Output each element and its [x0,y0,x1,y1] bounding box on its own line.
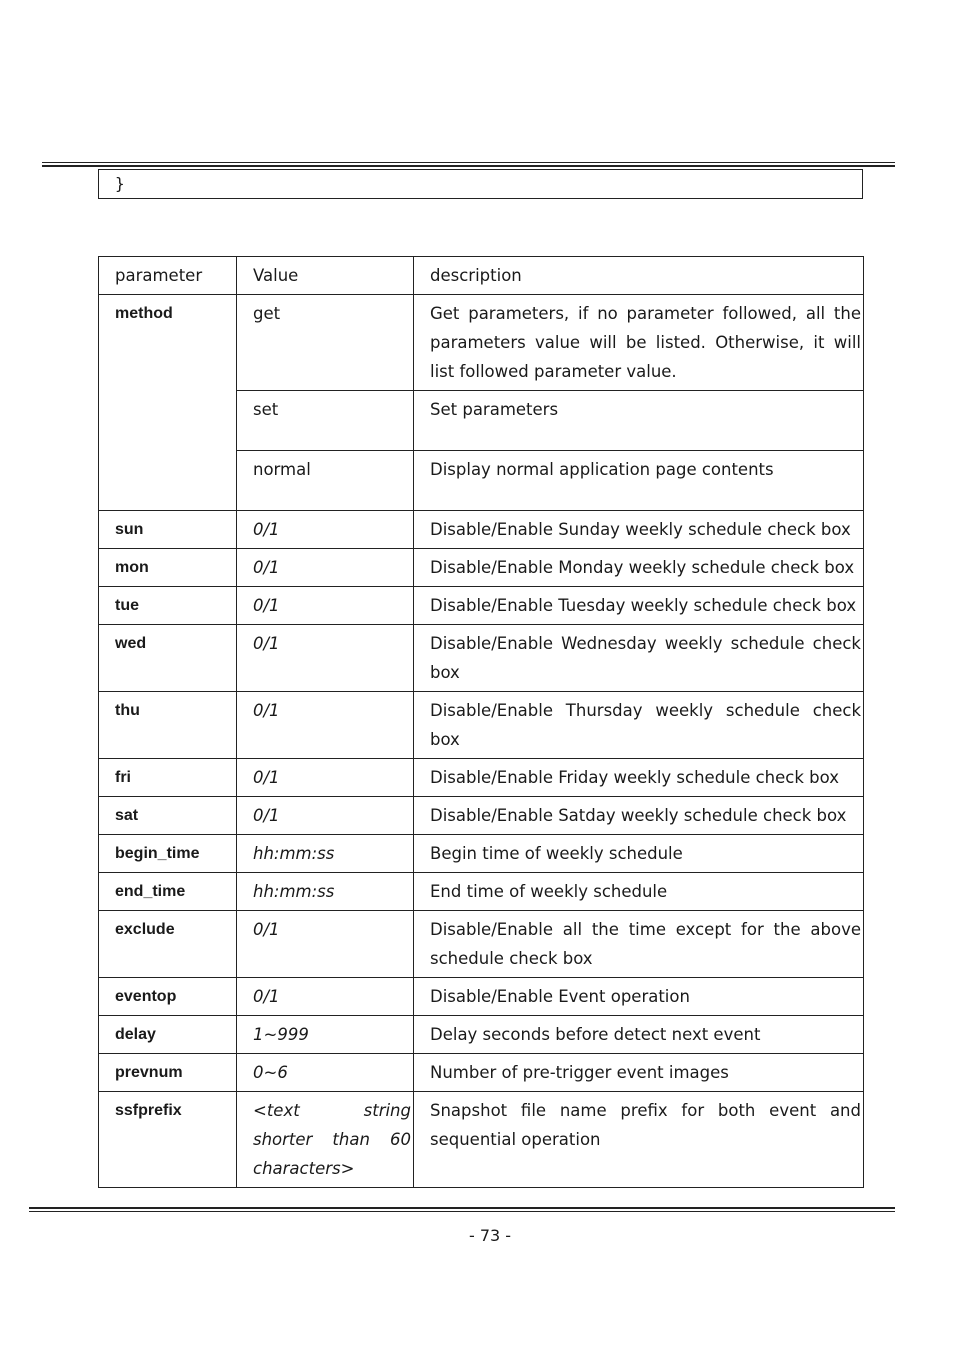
table-row-method-get [99,295,864,391]
param-value: <text string shorter than 60 characters> [237,1092,414,1188]
param-name-begin-time: begin_time [99,835,237,873]
table-row [99,549,864,587]
param-value: 0/1 [237,549,414,587]
header-value: Value [237,257,414,295]
param-description: Number of pre-trigger event images [414,1054,864,1092]
param-name-prevnum: prevnum [99,1054,237,1092]
param-value: 0/1 [237,625,414,692]
param-name-sun: sun [99,511,237,549]
table-row [99,911,864,978]
param-value: 0/1 [237,511,414,549]
header-description: description [414,257,864,295]
param-value: 0/1 [237,978,414,1016]
param-name-exclude: exclude [99,911,237,978]
param-name-sat: sat [99,797,237,835]
param-value: hh:mm:ss [237,873,414,911]
param-value: 0/1 [237,692,414,759]
param-value: 0/1 [237,759,414,797]
table-row [99,1092,864,1188]
table-row [99,873,864,911]
param-value: 0~6 [237,1054,414,1092]
param-description: Begin time of weekly schedule [414,835,864,873]
table-row [99,797,864,835]
param-value: 0/1 [237,797,414,835]
param-value: 0/1 [237,587,414,625]
param-name-mon: mon [99,549,237,587]
param-value: set [237,391,414,451]
table-row [99,625,864,692]
footer-rule-thick [29,1207,895,1209]
param-name-eventop: eventop [99,978,237,1016]
parameter-table [98,256,864,1188]
param-name-thu: thu [99,692,237,759]
header-rule [42,162,895,163]
param-value: 0/1 [237,911,414,978]
param-description: Disable/Enable Sunday weekly schedule check box [414,511,864,549]
param-description: Disable/Enable Tuesday weekly schedule check box [414,587,864,625]
param-description: Display normal application page contents [414,451,864,511]
param-name-tue: tue [99,587,237,625]
header-rule-thick [42,165,895,167]
table-row [99,835,864,873]
table-row [99,511,864,549]
param-description: Snapshot file name prefix for both event and sequential operation [414,1092,864,1188]
param-description: Delay seconds before detect next event [414,1016,864,1054]
param-description: End time of weekly schedule [414,873,864,911]
table-row [99,759,864,797]
param-name-wed: wed [99,625,237,692]
param-description: Disable/Enable Thursday weekly schedule check box [414,692,864,759]
code-closing-brace: } [115,174,125,193]
table-row [99,978,864,1016]
param-description: Disable/Enable Satday weekly schedule check box [414,797,864,835]
header-parameter: parameter [99,257,237,295]
param-description: Disable/Enable Friday weekly schedule check box [414,759,864,797]
param-description: Disable/Enable all the time except for the above schedule check box [414,911,864,978]
param-description: Set parameters [414,391,864,451]
param-description: Disable/Enable Event operation [414,978,864,1016]
param-name-method: method [99,295,237,511]
table-row [99,692,864,759]
param-description: Disable/Enable Monday weekly schedule check box [414,549,864,587]
table-row [99,1054,864,1092]
page-number: - 73 - [468,1226,512,1245]
param-description: Disable/Enable Wednesday weekly schedule check box [414,625,864,692]
param-value: hh:mm:ss [237,835,414,873]
param-name-delay: delay [99,1016,237,1054]
param-value: get [237,295,414,391]
footer-rule [29,1211,895,1212]
param-name-end-time: end_time [99,873,237,911]
table-row [99,587,864,625]
param-value: normal [237,451,414,511]
code-snippet-box [98,169,863,199]
table-header-row [99,257,864,295]
param-value: 1~999 [237,1016,414,1054]
table-row [99,1016,864,1054]
param-name-ssfprefix: ssfprefix [99,1092,237,1188]
param-name-fri: fri [99,759,237,797]
param-description: Get parameters, if no parameter followed, all the parameters value will be listed. Otherwise, it will list followed parameter value. [414,295,864,391]
